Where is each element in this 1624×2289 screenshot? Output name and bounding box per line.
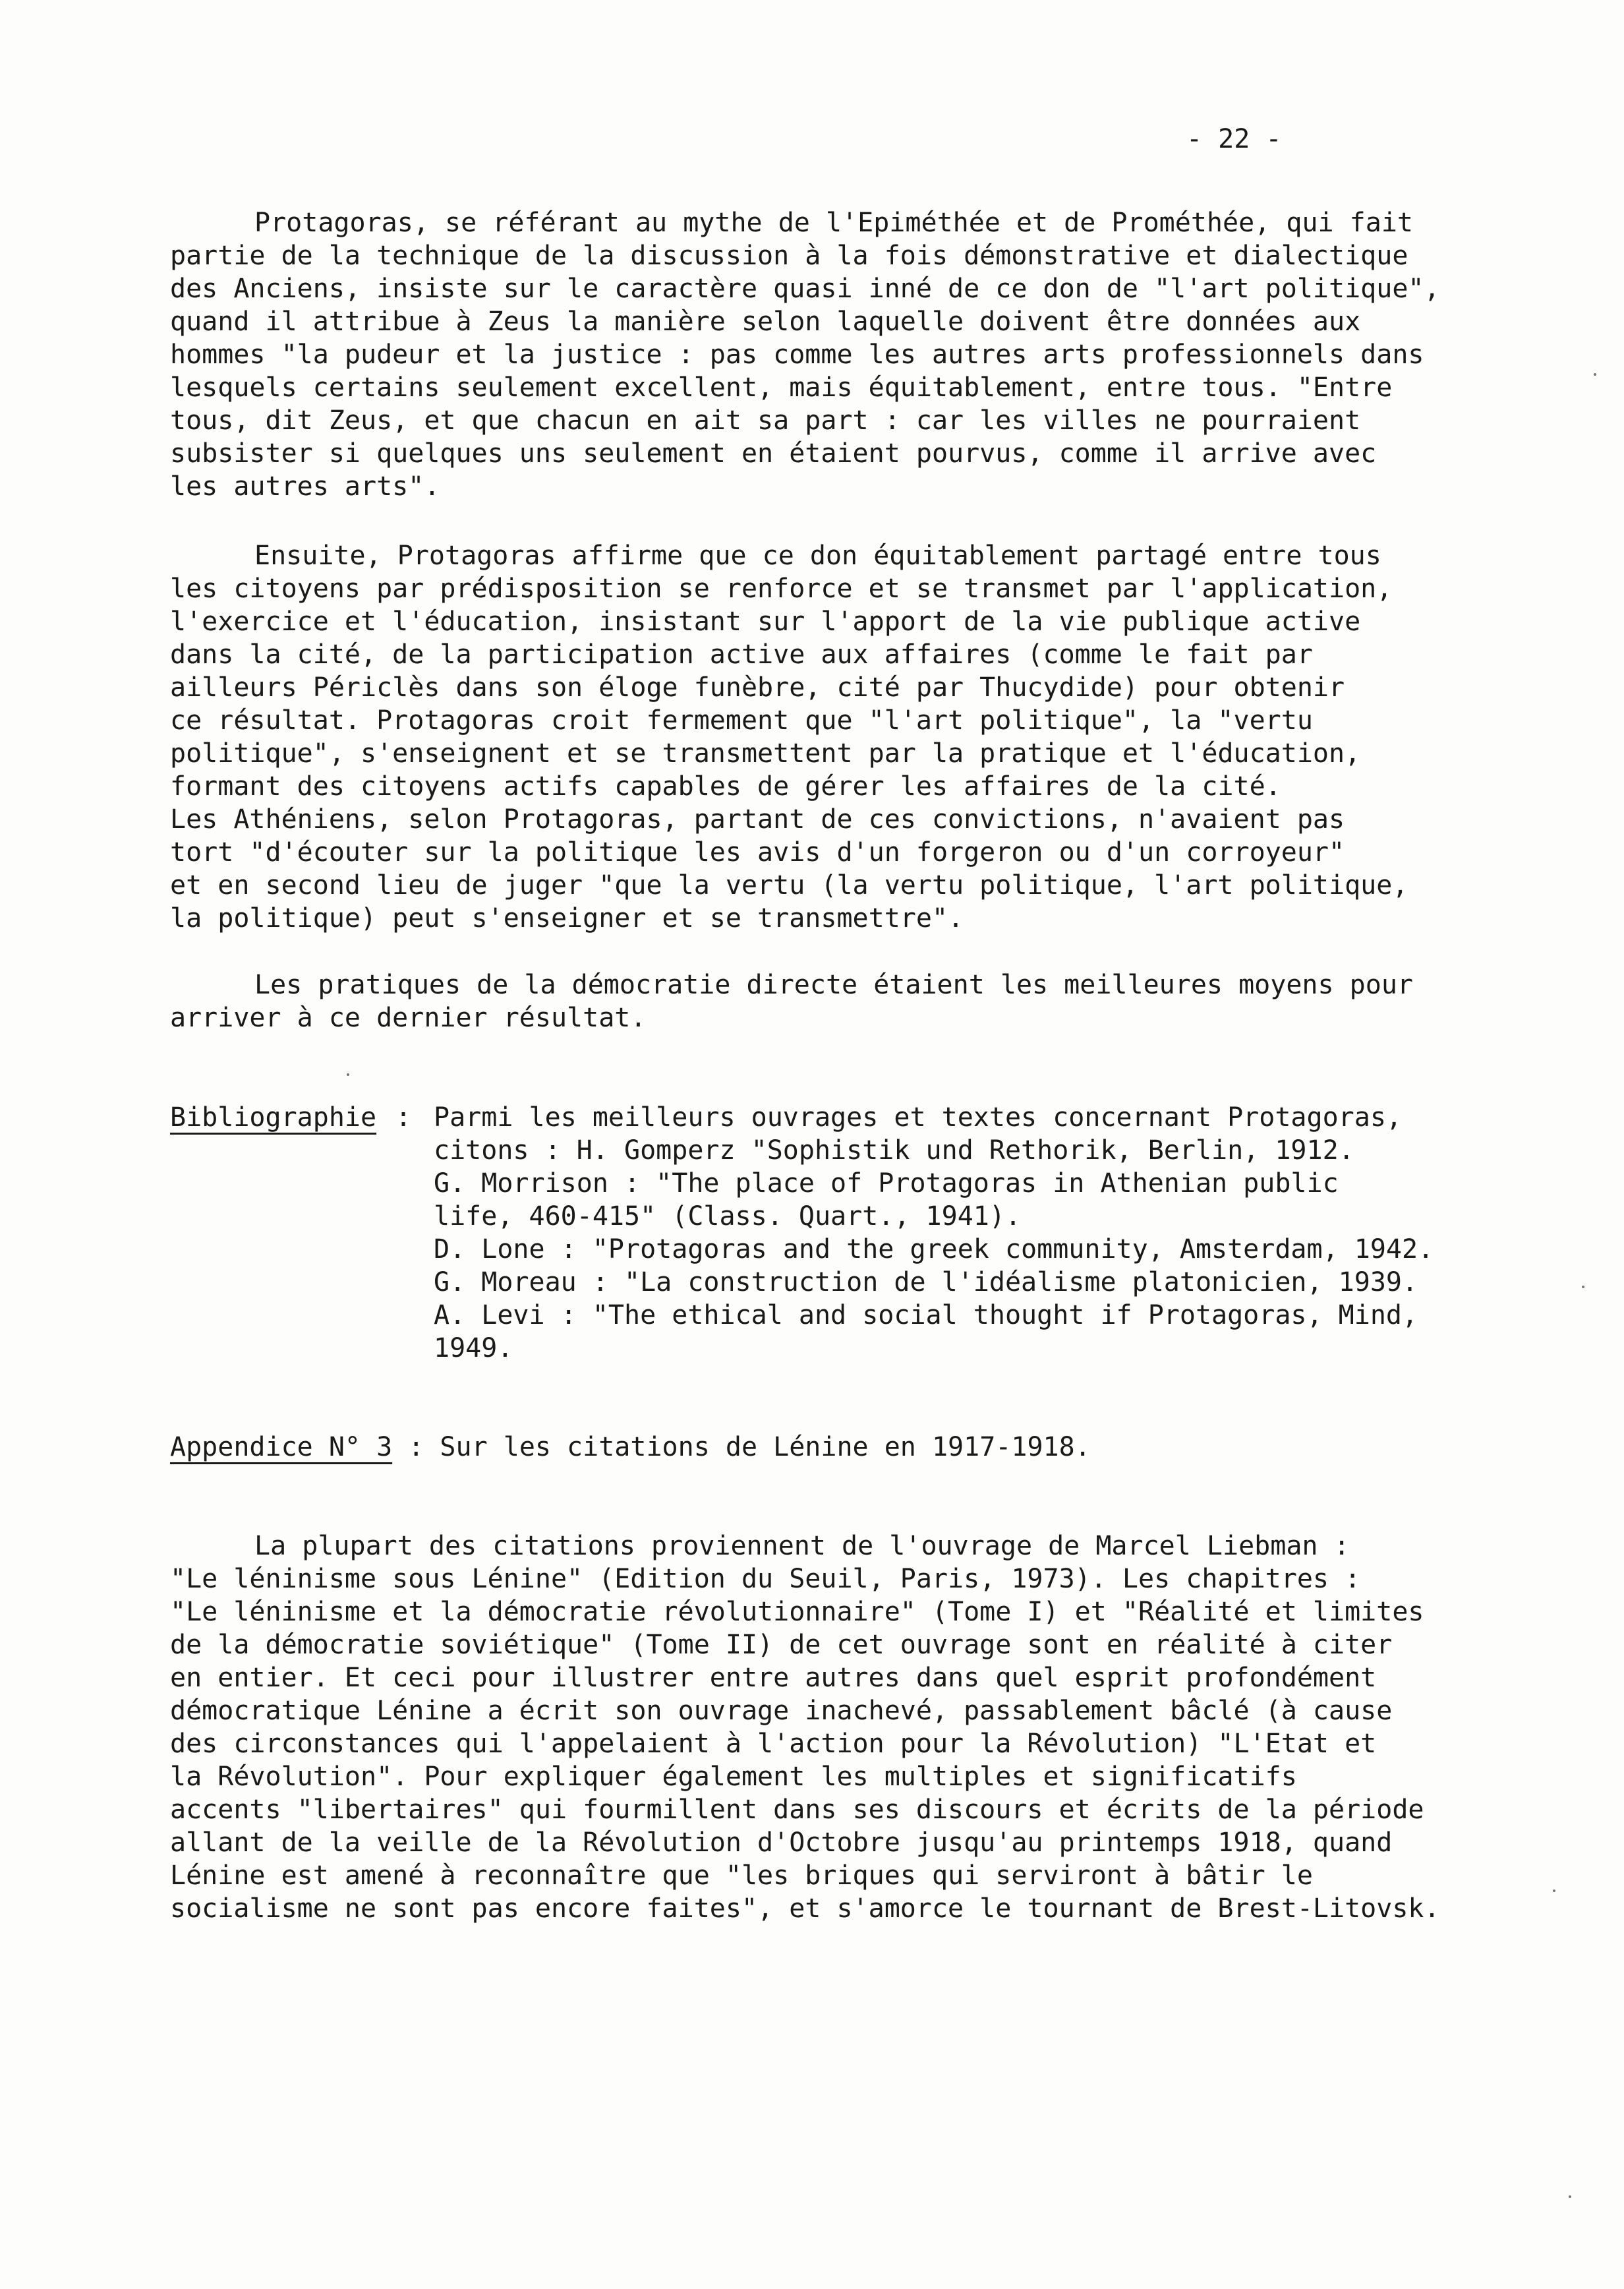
bibliography-line: 1949. (434, 1333, 513, 1363)
text-line: la Révolution". Pour expliquer également les multiples et significatifs (170, 1762, 1297, 1792)
text-line: Protagoras, se référant au mythe de l'Epiméthée et de Prométhée, qui fait (254, 208, 1413, 238)
text-line: "Le léninisme sous Lénine" (Edition du Seuil, Paris, 1973). Les chapitres : (170, 1564, 1361, 1594)
text-line: subsister si quelques uns seulement en étaient pourvus, comme il arrive avec (170, 438, 1377, 469)
text-line: Les pratiques de la démocratie directe étaient les meilleures moyens pour (254, 970, 1413, 1000)
text-line: démocratique Lénine a écrit son ouvrage inachevé, passablement bâclé (à cause (170, 1696, 1393, 1726)
text-line: Lénine est amené à reconnaître que "les briques qui serviront à bâtir le (170, 1860, 1313, 1891)
bibliography-separator: : (395, 1102, 412, 1133)
text-line: en entier. Et ceci pour illustrer entre autres dans quel esprit profondément (170, 1663, 1377, 1693)
bibliography-line: G. Morrison : "The place of Protagoras in Athenian public (434, 1168, 1339, 1199)
paragraph-lenin-citations (170, 1530, 1440, 1925)
text-line: quand il attribue à Zeus la manière selon laquelle doivent être données aux (170, 307, 1361, 337)
text-line: partie de la technique de la discussion à la fois démonstrative et dialectique (170, 241, 1408, 271)
text-line: des circonstances qui l'appelaient à l'action pour la Révolution) "L'Etat et (170, 1729, 1377, 1759)
bibliography-line: D. Lone : "Protagoras and the greek community, Amsterdam, 1942. (434, 1234, 1434, 1264)
scan-speck (1582, 1286, 1584, 1288)
bibliography-line: A. Levi : "The ethical and social thought if Protagoras, Mind, (434, 1300, 1418, 1330)
appendix-heading (170, 1431, 1091, 1464)
text-line: formant des citoyens actifs capables de gérer les affaires de la cité. (170, 771, 1281, 802)
text-line: de la démocratie soviétique" (Tome II) de cet ouvrage sont en réalité à citer (170, 1630, 1393, 1660)
text-line: dans la cité, de la participation active aux affaires (comme le fait par (170, 639, 1313, 670)
text-line: et en second lieu de juger "que la vertu (la vertu politique, l'art politique, (170, 870, 1408, 901)
text-line: socialisme ne sont pas encore faites", et s'amorce le tournant de Brest-Litovsk. (170, 1893, 1440, 1924)
appendix-title-line (170, 1431, 1091, 1464)
text-line: "Le léninisme et la démocratie révolutionnaire" (Tome I) et "Réalité et limites (170, 1597, 1424, 1627)
paragraph-protagoras-myth (170, 206, 1440, 503)
bibliography-heading: Bibliographie (170, 1102, 377, 1133)
text-line: accents "libertaires" qui fourmillent dans ses discours et écrits de la période (170, 1795, 1424, 1825)
bibliography-line: Parmi les meilleurs ouvrages et textes concernant Protagoras, (434, 1102, 1403, 1133)
text-line: politique", s'enseignent et se transmettent par la pratique et l'éducation, (170, 738, 1361, 769)
page-number: - 22 - (1186, 124, 1282, 154)
text-line: hommes "la pudeur et la justice : pas comme les autres arts professionnels dans (170, 340, 1424, 370)
text-line: des Anciens, insiste sur le caractère quasi inné de ce don de "l'art politique", (170, 274, 1440, 304)
appendix-label: Appendice N° 3 (170, 1432, 393, 1462)
bibliography-line: citons : H. Gomperz "Sophistik und Rethorik, Berlin, 1912. (434, 1135, 1354, 1166)
paragraph-protagoras-education (170, 539, 1408, 935)
text-line: les autres arts". (170, 471, 440, 502)
text-line: la politique) peut s'enseigner et se transmettre". (170, 903, 964, 934)
scan-speck (1594, 373, 1596, 376)
text-line: lesquels certains seulement excellent, mais équitablement, entre tous. "Entre (170, 372, 1393, 403)
text-line: ce résultat. Protagoras croit fermement que "l'art politique", la "vertu (170, 705, 1313, 736)
bibliography-line: G. Moreau : "La construction de l'idéalisme platonicien, 1939. (434, 1267, 1418, 1297)
text-line: Ensuite, Protagoras affirme que ce don équitablement partagé entre tous (254, 541, 1381, 571)
scan-speck (1569, 2195, 1571, 2198)
scan-speck (1553, 1889, 1555, 1892)
bibliography-entries (434, 1101, 1434, 1365)
text-line: allant de la veille de la Révolution d'Octobre jusqu'au printemps 1918, quand (170, 1828, 1393, 1858)
text-line: les citoyens par prédisposition se renforce et se transmet par l'application, (170, 574, 1393, 604)
appendix-subject: : Sur les citations de Lénine en 1917-1918. (392, 1432, 1091, 1462)
scan-speck (347, 1073, 349, 1076)
bibliography-line: life, 460-415" (Class. Quart., 1941). (434, 1201, 1022, 1232)
paragraph-direct-democracy (170, 968, 1413, 1034)
text-line: La plupart des citations proviennent de l'ouvrage de Marcel Liebman : (254, 1531, 1350, 1561)
text-line: arriver à ce dernier résultat. (170, 1003, 647, 1033)
text-line: tort "d'écouter sur la politique les avis d'un forgeron ou d'un corroyeur" (170, 837, 1345, 868)
text-line: l'exercice et l'éducation, insistant sur l'apport de la vie publique active (170, 607, 1361, 637)
text-line: Les Athéniens, selon Protagoras, partant de ces convictions, n'avaient pas (170, 804, 1345, 835)
text-line: tous, dit Zeus, et que chacun en ait sa part : car les villes ne pourraient (170, 405, 1361, 436)
text-line: ailleurs Périclès dans son éloge funèbre, cité par Thucydide) pour obtenir (170, 672, 1345, 703)
